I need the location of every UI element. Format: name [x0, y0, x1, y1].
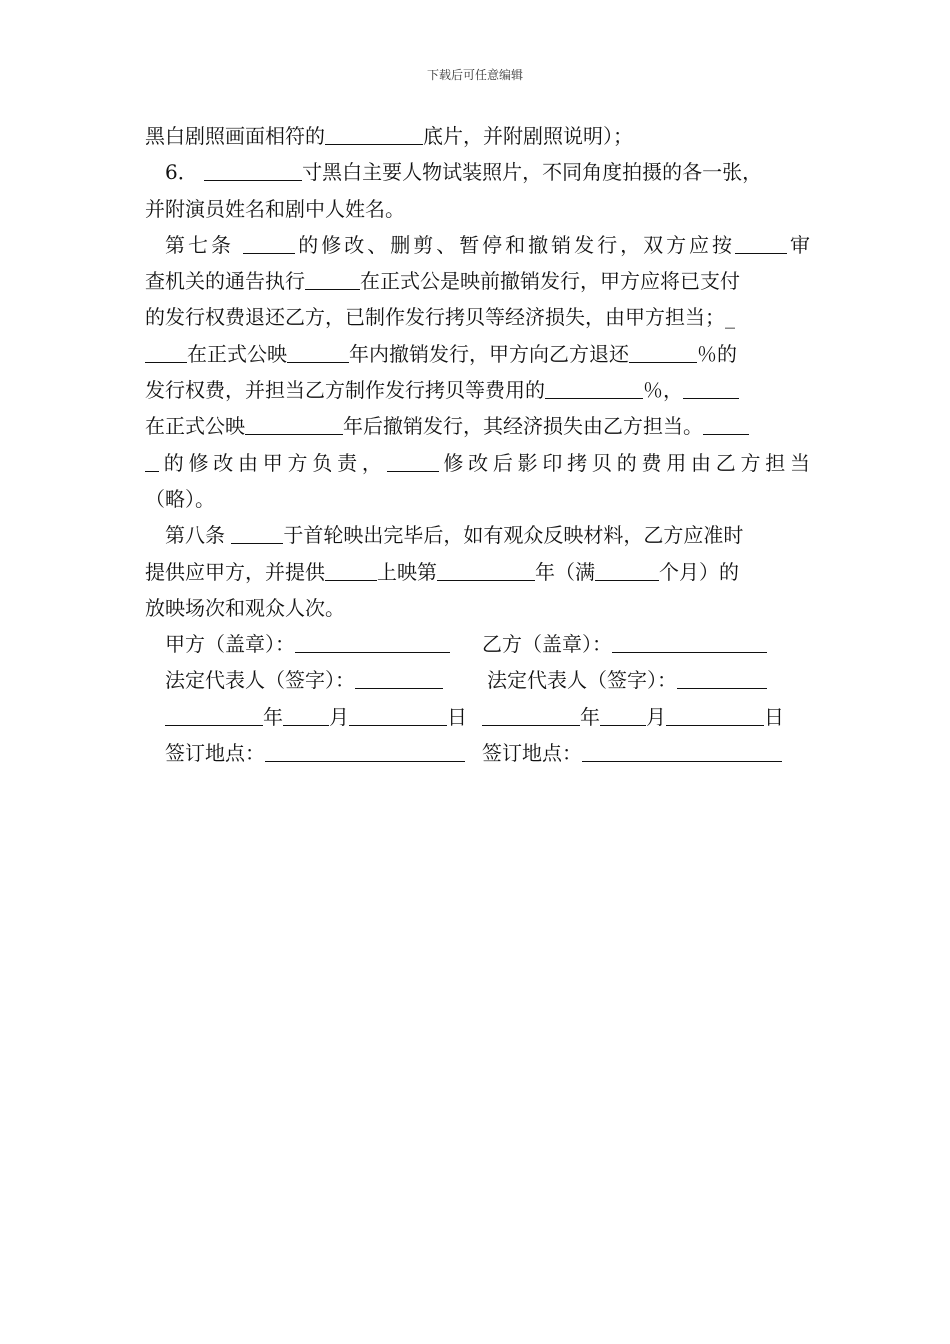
text-line-1 [145, 118, 810, 154]
month-a-field[interactable] [283, 703, 329, 726]
text-segment: 底片，并附剧照说明）； [423, 124, 633, 148]
blank-field[interactable] [437, 558, 535, 581]
text-segment: ％， [643, 378, 683, 403]
seal-row [145, 626, 810, 662]
text-segment: 寸黑白主要人物试装照片，不同角度拍摄的各一张， [302, 160, 763, 185]
text-segment: 提供应甲方，并提供 [145, 559, 325, 584]
year-a-label: 年 [263, 704, 283, 729]
text-segment: 在正式公是映前撤销发行，甲方应将已支付 [360, 269, 740, 294]
blank-field[interactable] [245, 412, 343, 435]
page-header: 下载后可任意编辑 [426, 68, 523, 82]
text-line-8 [145, 372, 810, 408]
month-b-label: 月 [646, 704, 666, 729]
legal-rep-b-label: 法定代表人（签字）： [487, 668, 677, 693]
legal-rep-a-label: 法定代表人（签字）： [165, 668, 355, 693]
contract-body [145, 118, 810, 771]
text-segment: 个月）的 [659, 559, 739, 584]
text-segment: 修改后影印拷贝的费用由乙方担当 [438, 450, 810, 475]
text-segment: 第七条 [165, 232, 234, 257]
text-line-11 [145, 481, 810, 517]
place-a-label: 签订地点： [165, 741, 265, 766]
blank-field[interactable] [204, 158, 302, 181]
text-line-6 [145, 299, 810, 335]
text-segment: 6． [165, 160, 198, 185]
party-b-seal-field[interactable] [612, 630, 767, 653]
blank-field[interactable] [683, 376, 739, 399]
day-b-label: 日 [764, 704, 784, 729]
text-segment: 黑白剧照画面相符的 [145, 124, 325, 148]
blank-field[interactable] [325, 558, 377, 581]
month-a-label: 月 [329, 704, 349, 729]
text-segment: 的修改、删剪、暂停和撤销发行，双方应按 [295, 232, 736, 257]
blank-field[interactable] [243, 231, 295, 254]
place-row [145, 735, 810, 771]
blank-field[interactable] [595, 558, 659, 581]
text-segment: 发行权费，并担当乙方制作发行拷贝等费用的 [145, 378, 545, 403]
text-segment: 在正式公映 [187, 341, 287, 366]
blank-field[interactable] [231, 521, 283, 544]
text-line-9 [145, 408, 810, 444]
text-segment: 年后撤销发行，其经济损失由乙方担当。 [343, 414, 703, 439]
text-segment: 放映场次和观众人次。 [145, 595, 345, 620]
blank-field[interactable] [703, 412, 749, 435]
day-a-field[interactable] [349, 703, 447, 726]
blank-field[interactable] [629, 340, 697, 363]
blank-field[interactable] [287, 340, 349, 363]
text-line-4 [145, 227, 810, 263]
month-b-field[interactable] [600, 703, 646, 726]
text-segment: 审 [787, 232, 810, 257]
blank-field[interactable] [735, 231, 787, 254]
text-segment: 于首轮映出完毕后，如有观众反映材料，乙方应准时 [283, 523, 744, 548]
text-line-5 [145, 263, 810, 299]
legal-rep-b-field[interactable] [677, 666, 767, 689]
day-a-label: 日 [447, 704, 467, 729]
blank-field[interactable] [325, 122, 423, 145]
party-a-seal-field[interactable] [295, 630, 450, 653]
party-b-seal-label: 乙方（盖章）： [482, 632, 612, 657]
blank-field[interactable] [387, 449, 439, 472]
text-line-14 [145, 590, 810, 626]
party-a-seal-label: 甲方（盖章）： [165, 632, 295, 657]
text-segment: 上映第 [377, 559, 437, 584]
text-segment: 的发行权费退还乙方，已制作发行拷贝等经济损失，由甲方担当；_ [145, 305, 735, 330]
blank-field[interactable] [305, 267, 360, 290]
text-segment: 的修改由甲方负责， [159, 450, 387, 475]
blank-field[interactable] [145, 449, 159, 472]
legal-rep-a-field[interactable] [355, 666, 443, 689]
text-segment: 在正式公映 [145, 414, 245, 439]
text-line-7 [145, 336, 810, 372]
date-row [145, 699, 810, 735]
text-segment: 年内撤销发行，甲方向乙方退还 [349, 341, 629, 366]
place-b-label: 签订地点： [482, 741, 582, 766]
place-a-field[interactable] [265, 739, 465, 762]
text-segment: ％的 [697, 341, 737, 366]
blank-field[interactable] [145, 340, 187, 363]
place-b-field[interactable] [582, 739, 782, 762]
blank-field[interactable] [545, 376, 643, 399]
text-segment: 年（满 [535, 559, 595, 584]
year-b-label: 年 [580, 704, 600, 729]
legal-rep-row [145, 662, 810, 698]
text-line-12 [145, 517, 810, 553]
text-line-10 [145, 445, 810, 481]
text-segment: 查机关的通告执行 [145, 269, 305, 294]
text-line-3 [145, 191, 810, 227]
day-b-field[interactable] [666, 703, 764, 726]
text-line-2 [145, 154, 810, 190]
text-line-13 [145, 554, 810, 590]
text-segment: 并附演员姓名和剧中人姓名。 [145, 196, 405, 221]
text-segment: （略）。 [145, 486, 215, 511]
year-a-field[interactable] [165, 703, 263, 726]
year-b-field[interactable] [482, 703, 580, 726]
text-segment: 第八条 [165, 523, 225, 548]
